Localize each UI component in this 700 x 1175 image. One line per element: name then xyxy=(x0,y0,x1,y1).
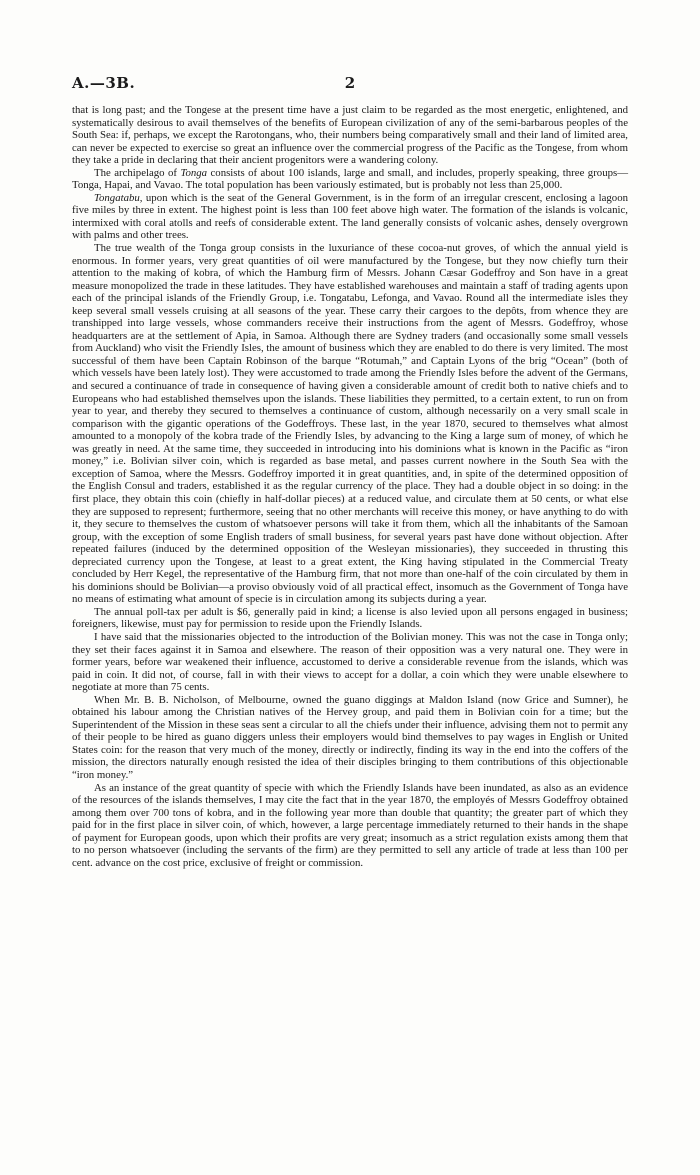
paragraph-5: The annual poll-tax per adult is $6, generally paid in kind; a license is also levied upon all persons engaged in business; foreigners, likewise, must pay for permission to reside upon the Friendly Islands. xyxy=(72,605,628,631)
paragraph-1: that is long past; and the Tongese at the present time have a just claim to be regarded as the most energetic, enlightened, and systematically desirous to avail themselves of the benefits of European civilization of any of the semi-barbarous peoples of the South Sea: if, perhaps, we except the Rarotongans, who, their numbers being comparatively small and their land of limited area, can never be expected to exercise so great an influence over the commercial progress of the Pacific as the Tongese, from whom they take a pride in declaring that their ancient progenitors were a wandering colony. xyxy=(72,104,628,167)
document-code: A.—3B. xyxy=(72,74,136,92)
paragraph-2: The archipelago of Tonga consists of about 100 islands, large and small, and includes, properly speaking, three groups—Tonga, Hapai, and Vavao. The total population has been variously estimated, but is probably not less than 25,000. xyxy=(72,166,628,192)
place-name-tonga: Tonga xyxy=(180,166,208,179)
page-number: 2 xyxy=(344,74,356,92)
paragraph-3: Tongatabu, upon which is the seat of the General Government, is in the form of an irregular crescent, enclosing a lagoon five miles by three in extent. The highest point is less than 100 feet above high water. The formation of the islands is volcanic, intermixed with coral atolls and reefs of considerable extent. The land generally consists of volcanic ashes, densely overgrown with palms and other trees. xyxy=(72,191,628,242)
paragraph-6: I have said that the missionaries objected to the introduction of the Bolivian money. This was not the case in Tonga only; they set their faces against it in Samoa and elsewhere. The reason of their opposition was a very natural one. They were in former years, before war weakened their influence, accustomed to derive a considerable revenue from the islands, which was paid in coin. It did not, of course, fall in with their views to accept for a dollar, a coin which they were unable elsewhere to negotiate at more than 75 cents. xyxy=(72,630,628,694)
paragraph-8: As an instance of the great quantity of specie with which the Friendly Islands have been inundated, as also as an evidence of the resources of the islands themselves, I may cite the fact that in the year 1870, the employés of Messrs Godeffroy obtained among them over 700 tons of kobra, and in the following year more than double that quantity; the greater part of which they paid for in the first place in silver coin, of which, however, a large percentage immediately returned to their hands in the shape of payment for European goods, upon which their profits are very great; insomuch as a strict regulation exists among them that to no person whatsoever (including the servants of the firm) are they permitted to sell any article of trade at less than 100 per cent. advance on the cost price, exclusive of freight or commission. xyxy=(72,781,628,869)
paragraph-7: When Mr. B. B. Nicholson, of Melbourne, owned the guano diggings at Maldon Island (now Grice and Sumner), he obtained his labour among the Christian natives of the Hervey group, and paid them in Bolivian coin for a time; but the Superintendent of the Mission in these seas sent a circular to all the chiefs under their influence, advising them not to permit any of their people to be hired as guano diggers unless their employers would bind themselves to pay wages in English or United States coin: for the reason that very much of the money, directly or indirectly, finding its way in the end into the coffers of the mission, the directors naturally enough resisted the idea of their disciples bringing to them contributions of this objectionable “iron money.” xyxy=(72,693,628,781)
body-text xyxy=(72,104,628,869)
paragraph-4: The true wealth of the Tonga group consists in the luxuriance of these cocoa-nut groves, of which the annual yield is enormous. In former years, very great quantities of oil were manufactured by the Tongese, but they now chiefly turn their attention to the making of kobra, of which the Hamburg firm of Messrs. Johann Cæsar Godeffroy and Son have in a great measure monopolized the trade in these latitudes. They have established warehouses and maintain a staff of trading agents upon each of the principal islands of the Friendly Group, i.e. Tongatabu, Lefonga, and Vavao. Round all the intermediate isles they keep several small vessels cruising at all seasons of the year. These carry their cargoes to the depôts, from whence they are transhipped into large vessels, whose commanders receive their instructions from the agent of Messrs. Godeffroy, whose headquarters are at the settlement of Apia, in Samoa. Although there are Sydney traders (and occasionally some small vessels from Auckland) who visit the Friendly Isles, the amount of business which they are enabled to do there is very limited. The most successful of them have been Captain Robinson of the barque “Rotumah,” and Captain Lyons of the brig “Ocean” (both of which vessels have been lately lost). They were accustomed to trade among the Friendly Isles before the advent of the Germans, and secured a continuance of trade in consequence of having given a considerable amount of credit both to native chiefs and to Europeans who had established themselves upon the islands. These liabilities they permitted, to a certain extent, to run on from year to year, and thereby they secured to themselves a continuance of custom, although necessarily on a very small scale in comparison with the gigantic operations of the Godeffroys. These last, in the year 1870, secured to themselves what almost amounted to a monopoly of the kobra trade of the Friendly Isles, by advancing to the King a large sum of money, of which he was greatly in need. At the same time, they succeeded in introducing into his dominions what is known in the Pacific as “iron money,” i.e. Bolivian silver coin, which is regarded as base metal, and passes current nowhere in the South Sea with the exception of Samoa, where the Messrs. Godeffroy imported it in great quantities, and, in spite of the determined opposition of the English Consul and traders, established it as the regular currency of the place. They had a double object in so doing: in the first place, they obtain this coin (chiefly in half-dollar pieces) at a reduced value, and circulate them at 50 cents, or what else they are supposed to represent; furthermore, seeing that no other merchants will receive this money, or have anything to do with it, they secure to themselves the custom of whatsoever persons will take it from them, which all the inhabitants of the Samoan group, with the exception of some English traders of small business, for several years past have done without objection. After repeated failures (induced by the determined opposition of the Wesleyan missionaries), they succeeded in thrusting this depreciated currency upon the Tongese, at least to a great extent, the King having stipulated in the Commercial Treaty concluded by Herr Kegel, the representative of the Hamburg firm, that not more than one-half of the coin circulated by them in his dominions should be Bolivian—a proviso obviously void of all practical effect, insomuch as the Government of Tonga have no means of estimating what amount of specie is in circulation among its subjects during a year. xyxy=(72,242,628,606)
place-name-tongatabu: Tongatabu, xyxy=(94,191,143,204)
page-header xyxy=(72,74,628,96)
